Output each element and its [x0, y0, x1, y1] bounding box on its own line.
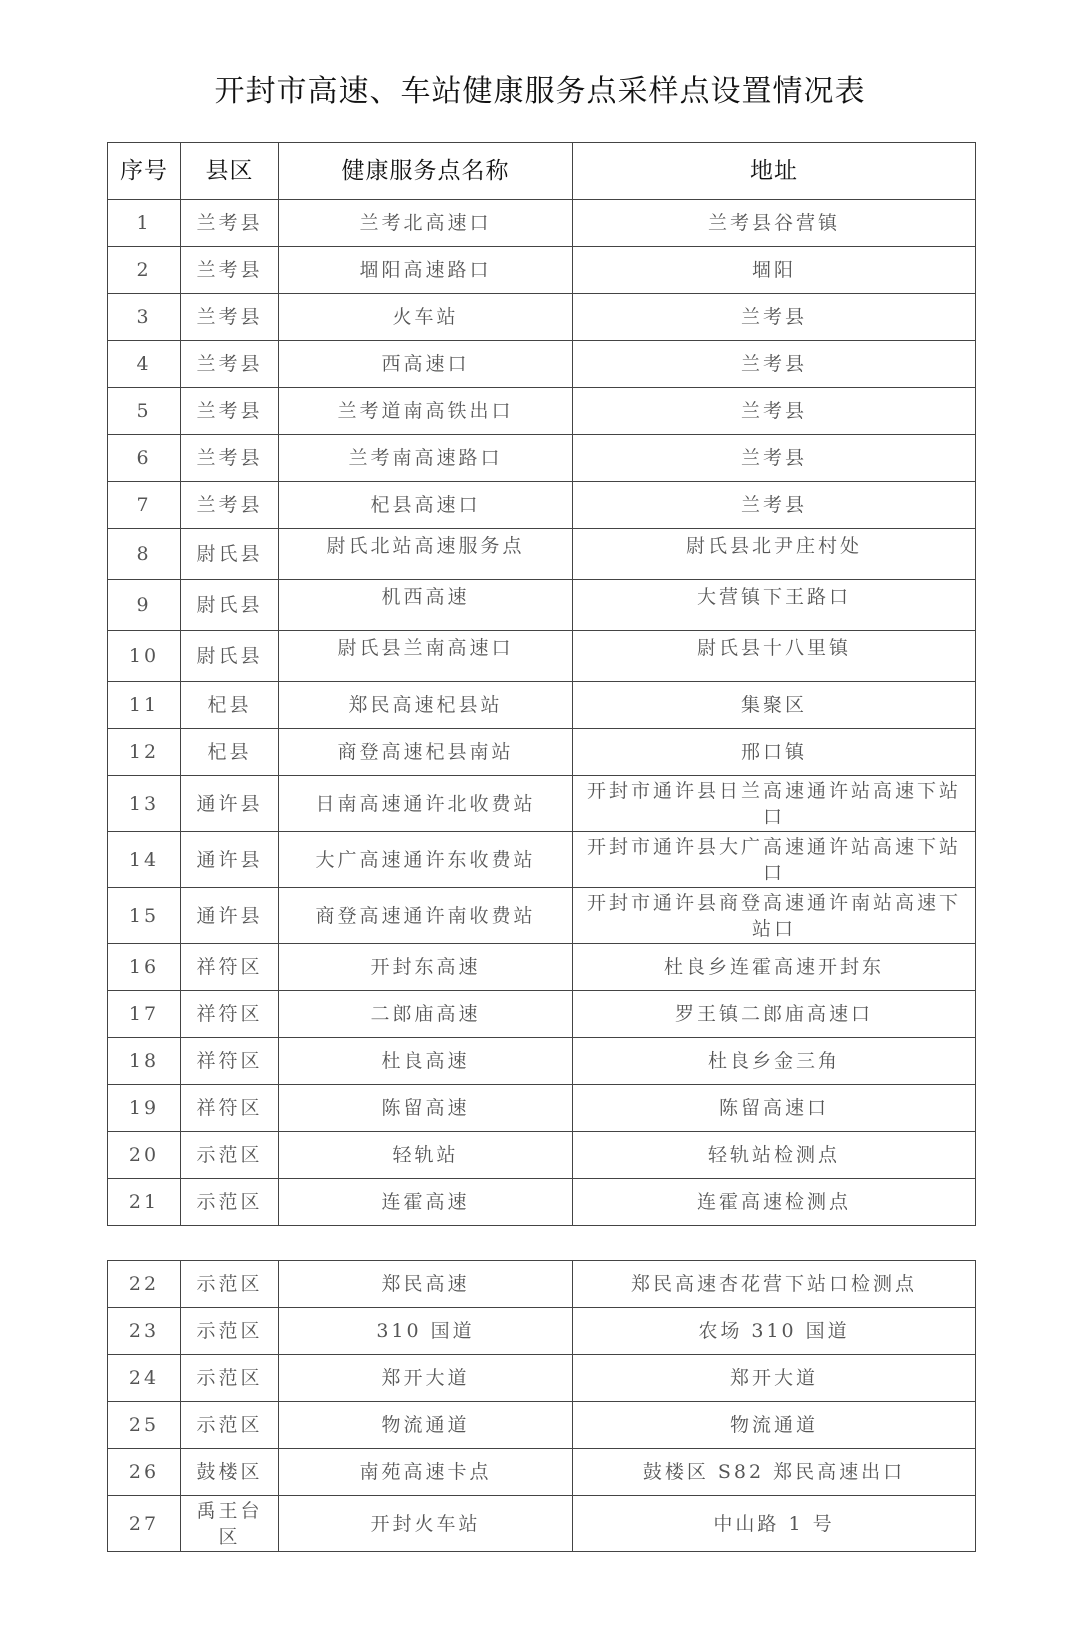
cell-name: 开封东高速	[279, 944, 573, 991]
cell-address: 物流通道	[573, 1402, 976, 1449]
cell-address: 开封市通许县大广高速通许站高速下站口	[573, 832, 976, 888]
cell-name: 西高速口	[279, 341, 573, 388]
cell-address: 兰考县	[573, 435, 976, 482]
table-row	[108, 1402, 976, 1449]
header-no: 序号	[108, 143, 181, 200]
cell-district: 祥符区	[181, 944, 279, 991]
cell-name: 大广高速通许东收费站	[279, 832, 573, 888]
cell-no: 13	[108, 776, 181, 832]
cell-no: 8	[108, 529, 181, 580]
table-row	[108, 529, 976, 580]
table-row	[108, 1449, 976, 1496]
cell-district: 祥符区	[181, 991, 279, 1038]
cell-no: 11	[108, 682, 181, 729]
cell-no: 18	[108, 1038, 181, 1085]
cell-name: 火车站	[279, 294, 573, 341]
cell-name: 轻轨站	[279, 1132, 573, 1179]
sampling-points-table	[107, 142, 976, 1226]
cell-no: 25	[108, 1402, 181, 1449]
cell-district: 通许县	[181, 776, 279, 832]
cell-district: 兰考县	[181, 388, 279, 435]
cell-name: 陈留高速	[279, 1085, 573, 1132]
cell-address: 兰考县	[573, 388, 976, 435]
cell-district: 杞县	[181, 682, 279, 729]
cell-district: 示范区	[181, 1355, 279, 1402]
cell-district: 禹王台区	[181, 1496, 279, 1552]
cell-address: 邢口镇	[573, 729, 976, 776]
cell-no: 9	[108, 580, 181, 631]
cell-district: 尉氏县	[181, 631, 279, 682]
cell-district: 尉氏县	[181, 580, 279, 631]
table-row	[108, 341, 976, 388]
cell-no: 10	[108, 631, 181, 682]
cell-name: 商登高速杞县南站	[279, 729, 573, 776]
cell-district: 兰考县	[181, 482, 279, 529]
header-district: 县区	[181, 143, 279, 200]
cell-name: 郑民高速	[279, 1261, 573, 1308]
cell-no: 27	[108, 1496, 181, 1552]
cell-address: 兰考县	[573, 482, 976, 529]
cell-name: 连霍高速	[279, 1179, 573, 1226]
cell-district: 尉氏县	[181, 529, 279, 580]
table-row	[108, 776, 976, 832]
cell-address: 郑民高速杏花营下站口检测点	[573, 1261, 976, 1308]
table-header-row	[108, 143, 976, 200]
table-row	[108, 682, 976, 729]
cell-district: 示范区	[181, 1179, 279, 1226]
cell-no: 2	[108, 247, 181, 294]
table-row	[108, 388, 976, 435]
cell-district: 通许县	[181, 832, 279, 888]
cell-no: 4	[108, 341, 181, 388]
cell-address: 集聚区	[573, 682, 976, 729]
cell-no: 20	[108, 1132, 181, 1179]
cell-name: 二郎庙高速	[279, 991, 573, 1038]
cell-district: 杞县	[181, 729, 279, 776]
table-row	[108, 1308, 976, 1355]
cell-no: 24	[108, 1355, 181, 1402]
cell-district: 兰考县	[181, 247, 279, 294]
table-row	[108, 832, 976, 888]
cell-name: 郑民高速杞县站	[279, 682, 573, 729]
cell-name: 郑开大道	[279, 1355, 573, 1402]
cell-no: 23	[108, 1308, 181, 1355]
cell-address: 尉氏县北尹庄村处	[573, 529, 976, 580]
cell-district: 兰考县	[181, 435, 279, 482]
cell-address: 连霍高速检测点	[573, 1179, 976, 1226]
cell-district: 通许县	[181, 888, 279, 944]
table-row	[108, 1496, 976, 1552]
cell-name: 杞县高速口	[279, 482, 573, 529]
table-row	[108, 1132, 976, 1179]
cell-address: 郑开大道	[573, 1355, 976, 1402]
cell-no: 19	[108, 1085, 181, 1132]
page-title: 开封市高速、车站健康服务点采样点设置情况表	[214, 74, 866, 109]
cell-district: 示范区	[181, 1132, 279, 1179]
table-row	[108, 991, 976, 1038]
table-row	[108, 294, 976, 341]
table-row	[108, 580, 976, 631]
cell-no: 7	[108, 482, 181, 529]
cell-name: 兰考南高速路口	[279, 435, 573, 482]
table-row	[108, 435, 976, 482]
cell-district: 兰考县	[181, 294, 279, 341]
cell-name: 尉氏县兰南高速口	[279, 631, 573, 682]
header-name: 健康服务点名称	[279, 143, 573, 200]
cell-district: 祥符区	[181, 1038, 279, 1085]
table-row	[108, 944, 976, 991]
cell-no: 6	[108, 435, 181, 482]
cell-name: 日南高速通许北收费站	[279, 776, 573, 832]
cell-address: 堌阳	[573, 247, 976, 294]
cell-name: 杜良高速	[279, 1038, 573, 1085]
sampling-points-table-continued	[107, 1260, 976, 1552]
table-row	[108, 1085, 976, 1132]
header-address: 地址	[573, 143, 976, 200]
table-row	[108, 1355, 976, 1402]
table-row	[108, 482, 976, 529]
cell-name: 商登高速通许南收费站	[279, 888, 573, 944]
cell-name: 兰考北高速口	[279, 200, 573, 247]
cell-address: 开封市通许县日兰高速通许站高速下站口	[573, 776, 976, 832]
cell-address: 兰考县	[573, 341, 976, 388]
cell-no: 3	[108, 294, 181, 341]
cell-name: 尉氏北站高速服务点	[279, 529, 573, 580]
cell-district: 鼓楼区	[181, 1449, 279, 1496]
cell-name: 堌阳高速路口	[279, 247, 573, 294]
cell-address: 尉氏县十八里镇	[573, 631, 976, 682]
cell-address: 罗王镇二郎庙高速口	[573, 991, 976, 1038]
cell-no: 22	[108, 1261, 181, 1308]
cell-name: 机西高速	[279, 580, 573, 631]
cell-no: 17	[108, 991, 181, 1038]
cell-address: 兰考县	[573, 294, 976, 341]
cell-no: 14	[108, 832, 181, 888]
cell-name: 310 国道	[279, 1308, 573, 1355]
cell-district: 示范区	[181, 1308, 279, 1355]
cell-no: 21	[108, 1179, 181, 1226]
cell-address: 中山路 1 号	[573, 1496, 976, 1552]
cell-district: 兰考县	[181, 200, 279, 247]
table-row	[108, 729, 976, 776]
cell-no: 5	[108, 388, 181, 435]
cell-address: 农场 310 国道	[573, 1308, 976, 1355]
table-row	[108, 1261, 976, 1308]
cell-district: 兰考县	[181, 341, 279, 388]
cell-address: 杜良乡金三角	[573, 1038, 976, 1085]
cell-address: 轻轨站检测点	[573, 1132, 976, 1179]
cell-district: 祥符区	[181, 1085, 279, 1132]
table-row	[108, 1038, 976, 1085]
cell-address: 杜良乡连霍高速开封东	[573, 944, 976, 991]
cell-name: 物流通道	[279, 1402, 573, 1449]
cell-name: 开封火车站	[279, 1496, 573, 1552]
cell-no: 26	[108, 1449, 181, 1496]
cell-district: 示范区	[181, 1402, 279, 1449]
cell-no: 1	[108, 200, 181, 247]
cell-name: 兰考道南高铁出口	[279, 388, 573, 435]
cell-no: 16	[108, 944, 181, 991]
table-row	[108, 1179, 976, 1226]
cell-district: 示范区	[181, 1261, 279, 1308]
table-row	[108, 888, 976, 944]
table-row	[108, 631, 976, 682]
cell-name: 南苑高速卡点	[279, 1449, 573, 1496]
cell-address: 兰考县谷营镇	[573, 200, 976, 247]
cell-address: 陈留高速口	[573, 1085, 976, 1132]
table-row	[108, 247, 976, 294]
cell-no: 15	[108, 888, 181, 944]
cell-address: 大营镇下王路口	[573, 580, 976, 631]
cell-address: 开封市通许县商登高速通许南站高速下站口	[573, 888, 976, 944]
cell-address: 鼓楼区 S82 郑民高速出口	[573, 1449, 976, 1496]
table-row	[108, 200, 976, 247]
cell-no: 12	[108, 729, 181, 776]
